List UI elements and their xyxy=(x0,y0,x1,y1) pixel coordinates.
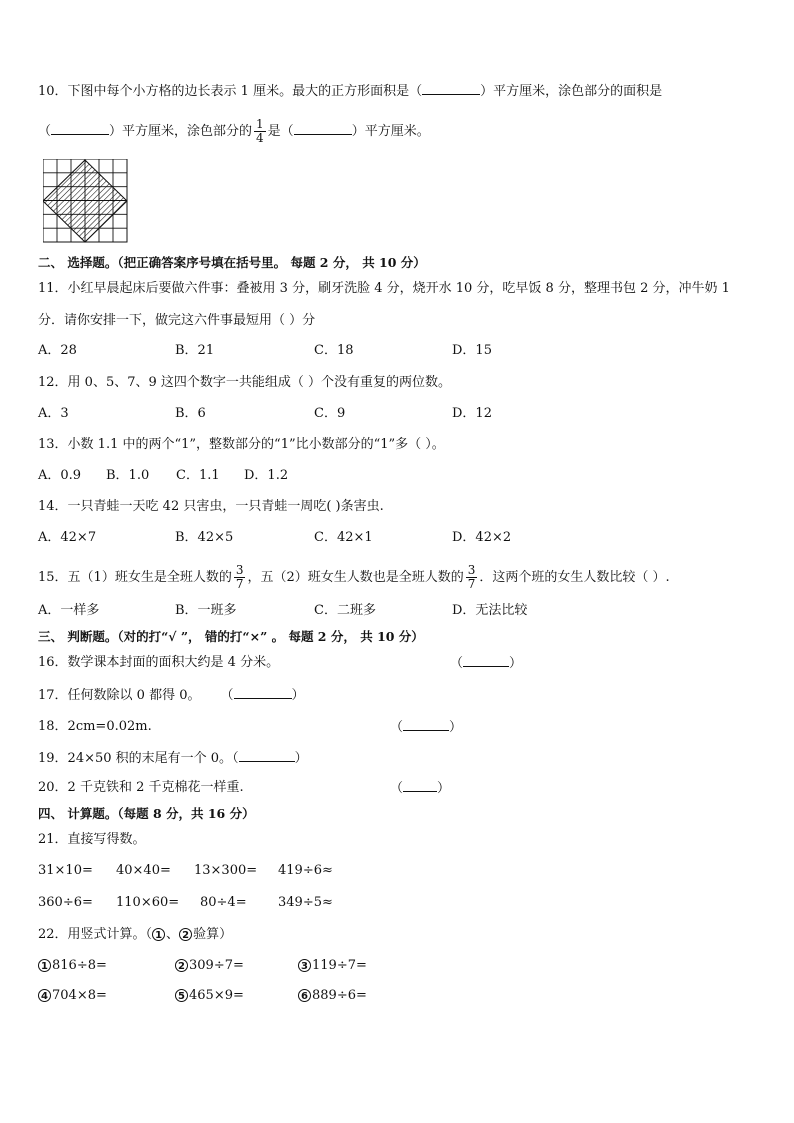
q18-answer[interactable] xyxy=(390,718,462,737)
answer-blank[interactable] xyxy=(51,122,109,135)
q14-option-d[interactable]: D．42×2 xyxy=(452,530,512,545)
answer-blank[interactable] xyxy=(403,779,437,792)
q16-answer[interactable] xyxy=(450,654,522,673)
fraction-three-sevenths xyxy=(234,564,246,591)
q21-expr: 31×10= xyxy=(38,863,93,878)
q18-text: 18．2cm=0.02m. xyxy=(38,719,152,734)
q10-line1 xyxy=(38,82,662,101)
q11-line1: 11．小红早晨起床后要做六件事：叠被用 3 分，刷牙洗脸 4 分，烧开水 10 分，吃早饭 8 分，整理书包 2 分，冲牛奶 1 xyxy=(38,281,730,296)
q21-expr: 40×40= xyxy=(116,863,171,878)
paren: ） xyxy=(509,656,523,671)
q21-expr: 13×300= xyxy=(194,863,258,878)
q16-text: 16．数学课本封面的面积大约是 4 分米。 xyxy=(38,655,280,670)
circled-number: 5 xyxy=(175,989,188,1002)
q10-line2 xyxy=(38,118,430,145)
q15-text-part: ，五（2）班女生人数也是全班人数的 xyxy=(247,570,464,585)
q15-option-b[interactable]: B．一班多 xyxy=(175,603,237,618)
q11-line2: 分．请你安排一下，做完这六件事最短用（ ）分 xyxy=(38,313,316,328)
q22-text-part: 、 xyxy=(166,927,180,942)
q13-option-b[interactable]: B．1.0 xyxy=(106,468,150,483)
q10-text: 10．下图中每个小方格的边长表示 1 厘米。最大的正方形面积是（ xyxy=(38,84,423,99)
q22-item xyxy=(38,957,107,975)
fraction-one-quarter xyxy=(254,118,266,145)
q14-option-b[interactable]: B．42×5 xyxy=(175,530,234,545)
fraction-three-sevenths xyxy=(466,564,478,591)
q15-text xyxy=(38,564,670,591)
fraction-numerator: 3 xyxy=(467,563,476,577)
q12-text: 12．用 0、5、7、9 这四个数字一共能组成（ ）个没有重复的两位数。 xyxy=(38,375,452,390)
q15-option-a[interactable]: A．一样多 xyxy=(38,603,100,618)
fraction-denominator: 4 xyxy=(256,131,264,145)
q14-option-c[interactable]: C．42×1 xyxy=(314,530,373,545)
paren: （ xyxy=(220,688,234,703)
circled-number: 3 xyxy=(298,959,311,972)
paren: ） xyxy=(437,781,451,796)
q10-text: ）平方厘米，涂色部分的面积是 xyxy=(480,84,663,99)
q11-option-d[interactable]: D．15 xyxy=(452,343,492,358)
q22-expr: 465×9= xyxy=(189,988,244,1003)
q14-option-a[interactable]: A．42×7 xyxy=(38,530,97,545)
q17-text: 17．任何数除以 0 都得 0。 xyxy=(38,688,201,703)
q11-option-c[interactable]: C．18 xyxy=(314,343,354,358)
paren: （ xyxy=(390,720,404,735)
q21-expr: 419÷6≈ xyxy=(278,863,333,878)
q22-text-part: 验算） xyxy=(193,927,233,942)
q15-option-d[interactable]: D．无法比较 xyxy=(452,603,528,618)
section-2-title: 二、 选择题。（把正确答案序号填在括号里。 每题 2 分， 共 10 分） xyxy=(38,255,426,270)
q19-line xyxy=(38,749,308,768)
section-3-title: 三、 判断题。（对的打“√ ”， 错的打“×” 。 每题 2 分， 共 10 分） xyxy=(38,629,424,644)
q13-option-d[interactable]: D．1.2 xyxy=(244,468,289,483)
q22-item xyxy=(298,987,367,1005)
q21-expr: 349÷5≈ xyxy=(278,895,333,910)
fraction-denominator: 7 xyxy=(235,577,244,591)
q13-option-c[interactable]: C．1.1 xyxy=(176,468,220,483)
q10-text: （ xyxy=(38,124,52,139)
circled-number: 1 xyxy=(152,928,165,941)
q21-expr: 360÷6= xyxy=(38,895,93,910)
answer-blank[interactable] xyxy=(239,749,295,762)
paren: ） xyxy=(291,688,305,703)
q22-expr: 119÷7= xyxy=(312,958,367,973)
circled-number: 2 xyxy=(179,928,192,941)
section-4-title: 四、 计算题。（每题 8 分，共 16 分） xyxy=(38,806,255,821)
answer-blank[interactable] xyxy=(463,654,509,667)
q12-option-b[interactable]: B．6 xyxy=(175,406,206,421)
q20-answer[interactable] xyxy=(390,779,450,798)
answer-blank[interactable] xyxy=(234,686,292,699)
q22-expr: 309÷7= xyxy=(189,958,244,973)
q12-option-c[interactable]: C．9 xyxy=(314,406,346,421)
q20-text: 20．2 千克铁和 2 千克棉花一样重. xyxy=(38,780,244,795)
q22-expr: 889÷6= xyxy=(312,988,367,1003)
answer-blank[interactable] xyxy=(294,122,352,135)
paren: ） xyxy=(449,720,463,735)
q15-option-c[interactable]: C．二班多 xyxy=(314,603,376,618)
q22-text-part: 22．用竖式计算。（ xyxy=(38,927,153,942)
fraction-numerator: 3 xyxy=(235,563,244,577)
q22-expr: 816÷8= xyxy=(52,958,107,973)
q12-option-a[interactable]: A．3 xyxy=(38,406,69,421)
answer-blank[interactable] xyxy=(422,82,480,95)
fraction-numerator: 1 xyxy=(256,117,264,131)
q12-option-d[interactable]: D．12 xyxy=(452,406,492,421)
q22-item xyxy=(175,987,244,1005)
q10-text: ）平方厘米。 xyxy=(351,124,430,139)
q14-text: 14．一只青蛙一天吃 42 只害虫，一只青蛙一周吃( )条害虫. xyxy=(38,499,384,514)
q22-item xyxy=(298,957,367,975)
circled-number: 4 xyxy=(38,989,51,1002)
q19-text: 19．24×50 积的末尾有一个 0。 xyxy=(38,751,233,766)
q17-line xyxy=(38,686,305,705)
answer-blank[interactable] xyxy=(403,718,449,731)
paren: ） xyxy=(294,751,308,766)
paren: （ xyxy=(390,781,404,796)
q21-text: 21．直接写得数。 xyxy=(38,832,146,847)
q11-option-b[interactable]: B．21 xyxy=(175,343,215,358)
q10-text: ）平方厘米，涂色部分的 xyxy=(109,124,253,139)
circled-number: 1 xyxy=(38,959,51,972)
paren: （ xyxy=(450,656,464,671)
q13-option-a[interactable]: A．0.9 xyxy=(38,468,82,483)
q22-expr: 704×8= xyxy=(52,988,107,1003)
circled-number: 2 xyxy=(175,959,188,972)
q11-option-a[interactable]: A．28 xyxy=(38,343,77,358)
q22-text xyxy=(38,926,232,944)
fraction-denominator: 7 xyxy=(467,577,476,591)
q21-expr: 80÷4= xyxy=(200,895,247,910)
q15-text-part: 15．五（1）班女生是全班人数的 xyxy=(38,570,232,585)
q15-text-part: ．这两个班的女生人数比较（ ）. xyxy=(479,570,670,585)
q10-text: 是（ xyxy=(267,124,294,139)
q22-item xyxy=(175,957,244,975)
paren: （ xyxy=(232,751,239,766)
circled-number: 6 xyxy=(298,989,311,1002)
grid-square-figure xyxy=(43,159,129,243)
q21-expr: 110×60= xyxy=(116,895,180,910)
q22-item xyxy=(38,987,107,1005)
q13-text: 13．小数 1.1 中的两个“1”，整数部分的“1”比小数部分的“1”多（ ）。 xyxy=(38,437,445,452)
